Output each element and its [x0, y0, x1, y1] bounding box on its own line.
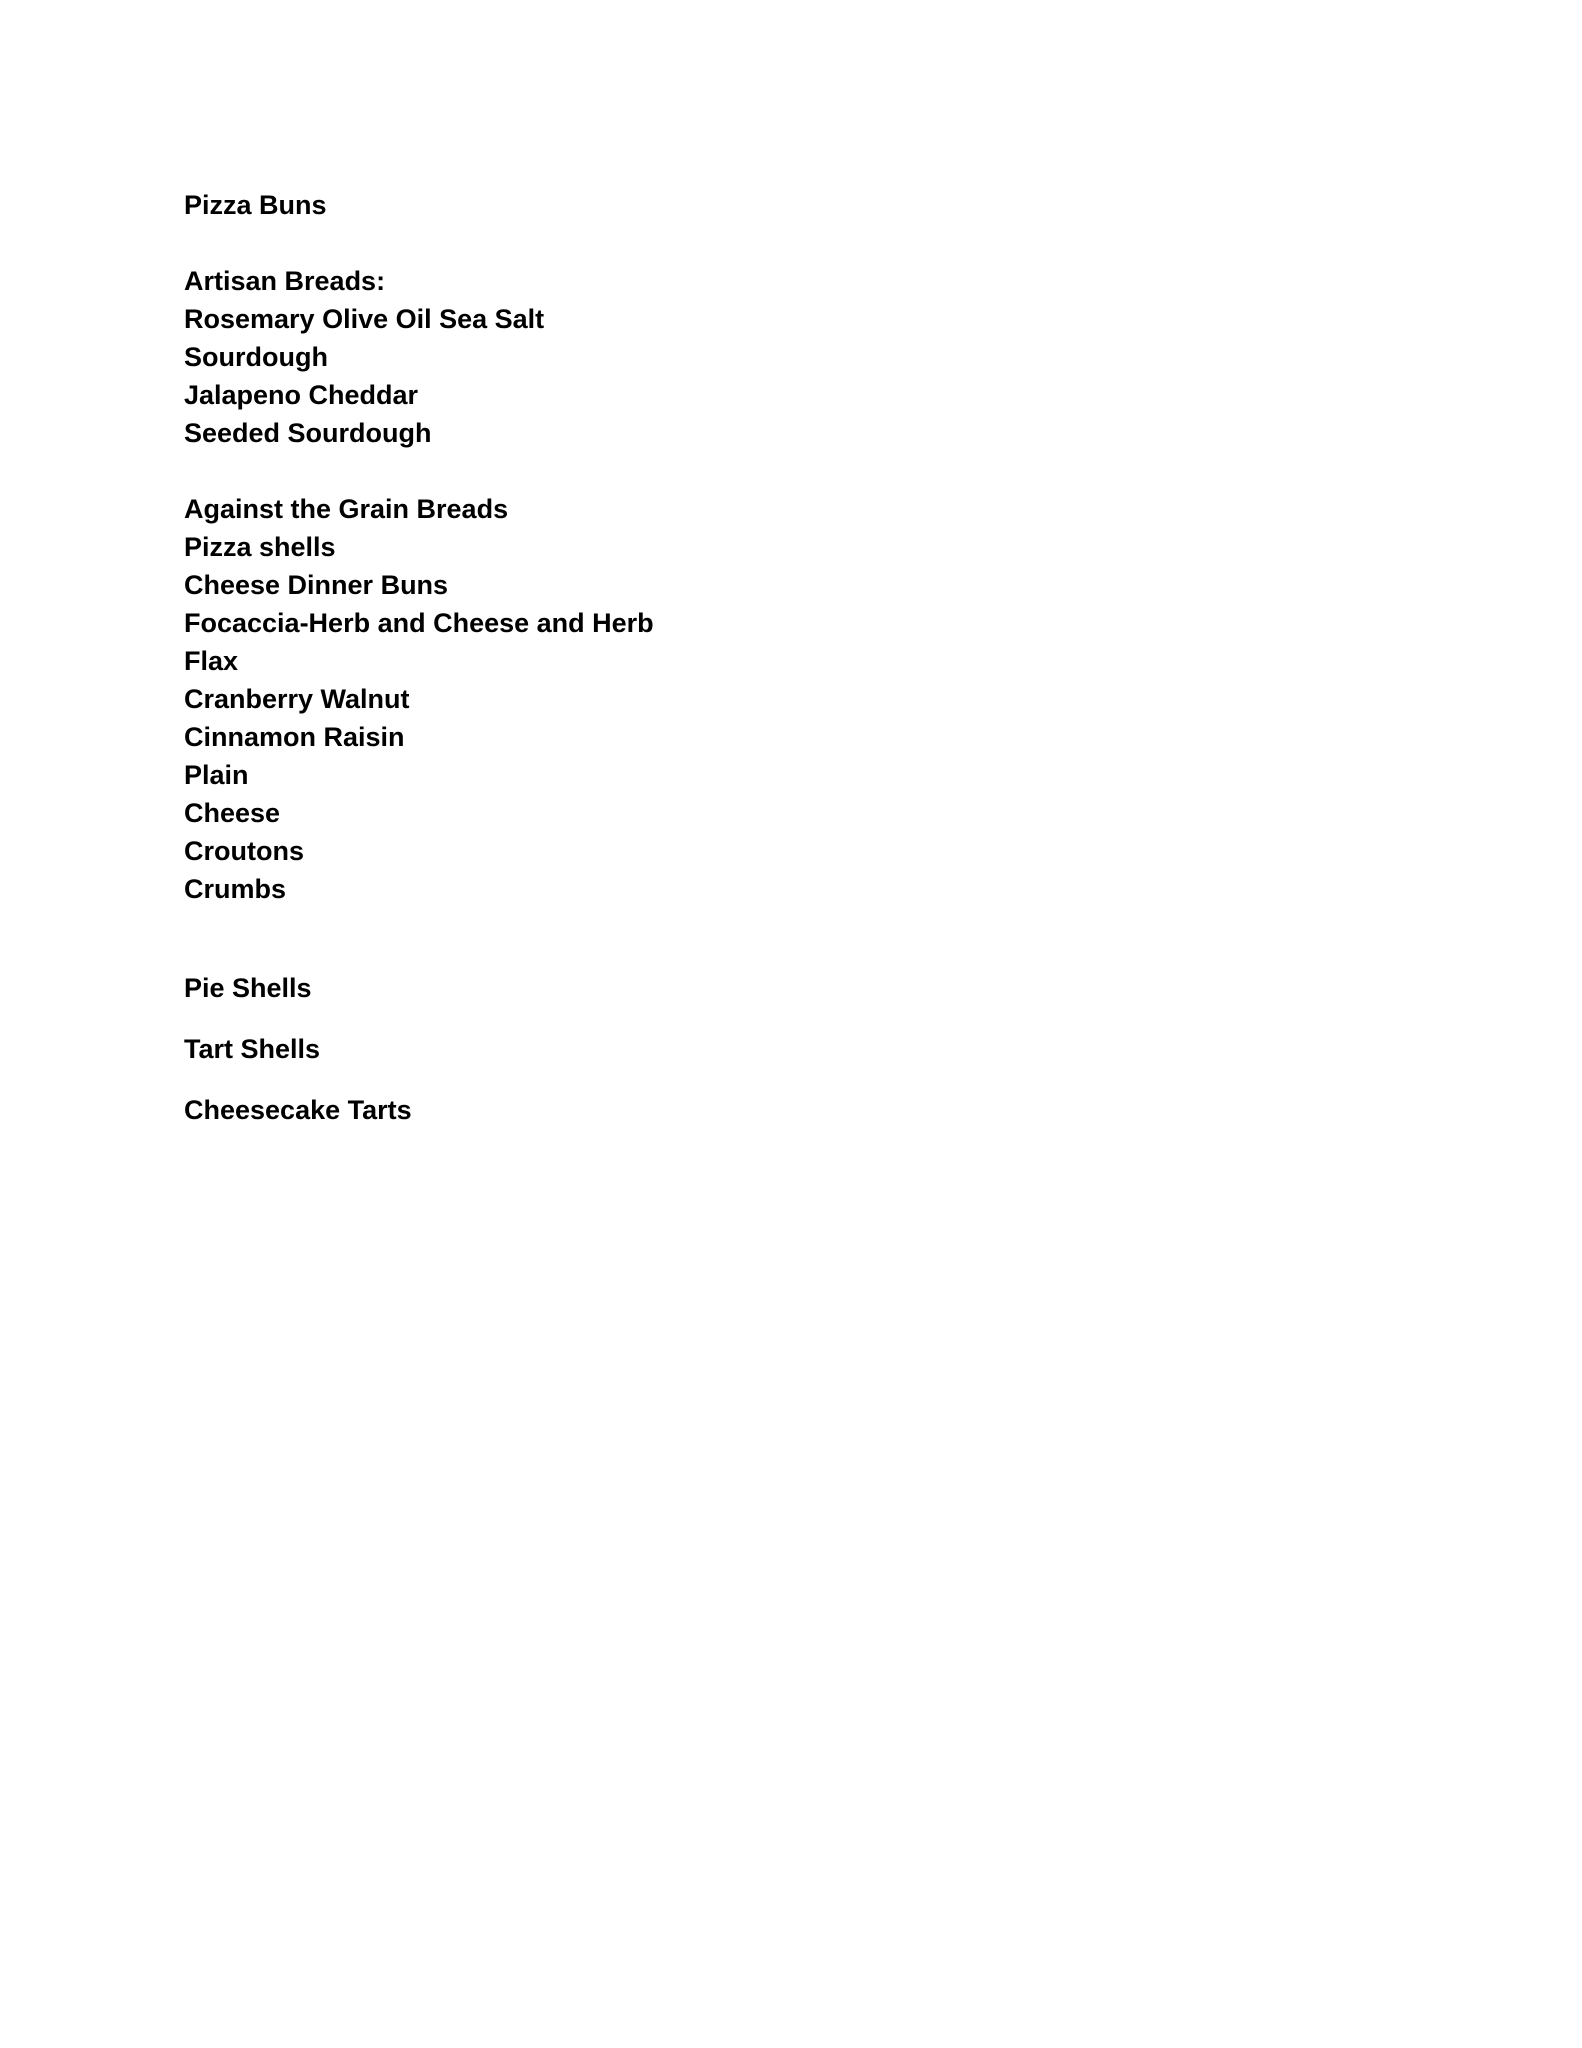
list-item: Rosemary Olive Oil Sea Salt [184, 304, 545, 334]
document-body [184, 186, 1384, 1152]
list-item: Plain [184, 760, 249, 790]
list-item: Cheese [184, 798, 281, 828]
blank-line [184, 224, 1384, 262]
list-item: Cheese Dinner Buns [184, 570, 449, 600]
pizza-buns-title: Pizza Buns [184, 190, 327, 220]
list-item: Seeded Sourdough [184, 418, 432, 448]
blank-line [184, 908, 1384, 969]
artisan-breads-heading: Artisan Breads: [184, 266, 386, 296]
list-item: Cinnamon Raisin [184, 722, 405, 752]
list-item: Pizza shells [184, 532, 336, 562]
list-item: Croutons [184, 836, 304, 866]
tart-shells-item: Tart Shells [184, 1034, 321, 1064]
cheesecake-tarts-item: Cheesecake Tarts [184, 1095, 412, 1125]
pie-shells-item: Pie Shells [184, 973, 312, 1003]
list-item: Crumbs [184, 874, 287, 904]
list-item: Sourdough [184, 342, 328, 372]
list-item: Focaccia-Herb and Cheese and Herb [184, 608, 654, 638]
list-item: Cranberry Walnut [184, 684, 410, 714]
blank-line [184, 452, 1384, 490]
list-item: Flax [184, 646, 239, 676]
list-item: Jalapeno Cheddar [184, 380, 419, 410]
against-the-grain-heading: Against the Grain Breads [184, 494, 509, 524]
